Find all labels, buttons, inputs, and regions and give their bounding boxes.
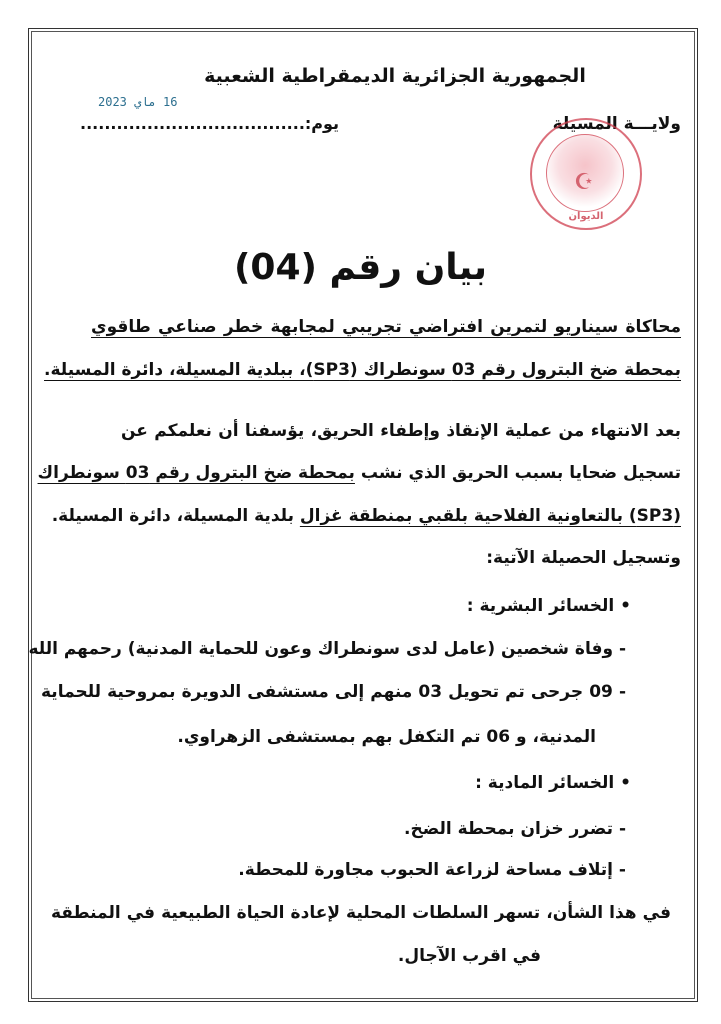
document-title: بيان رقم (04)	[233, 247, 488, 288]
date-stamp: 16 ماي 2023	[98, 95, 178, 109]
body-text-underlined: بمحطة ضخ البترول رقم 03 سونطراك	[37, 463, 355, 483]
human-losses-heading: • الخسائر البشرية :	[466, 596, 631, 616]
body-text-underlined: (SP3) بالتعاونية الفلاحية بلقبي بمنطقة غزال	[299, 506, 681, 526]
official-seal-stamp	[530, 118, 642, 230]
wilaya-label: ولايـــة المسيلة	[552, 114, 681, 134]
closing-line: في هذا الشأن، تسهر السلطات المحلية لإعادة الحياة الطبيعية في المنطقة	[51, 903, 671, 923]
list-item: - إتلاف مساحة لزراعة الحبوب مجاورة للمحطة.	[238, 860, 626, 880]
list-item: - وفاة شخصين (عامل لدى سونطراك وعون للحماية المدنية) رحمهم الله	[28, 639, 626, 659]
list-item: - تضرر خزان بمحطة الضخ.	[404, 819, 626, 839]
list-item-continuation: المدنية، و 06 تم التكفل بهم بمستشفى الزهراوي.	[177, 727, 596, 747]
closing-line: في اقرب الآجال.	[397, 946, 541, 966]
day-field: يوم:.....................................	[80, 114, 340, 133]
body-line: وتسجيل الحصيلة الآتية:	[486, 548, 681, 568]
body-text: بلدية المسيلة، دائرة المسيلة.	[51, 506, 300, 526]
republic-heading: الجمهورية الجزائرية الديمقراطية الشعبية	[204, 65, 586, 87]
subject-line-1: محاكاة سيناريو لتمرين افتراضي تجريبي لمجابهة خطر صناعي طاقوي	[91, 317, 681, 337]
subject-line-2: بمحطة ضخ البترول رقم 03 سونطراك (SP3)، ببلدية المسيلة، دائرة المسيلة.	[44, 360, 681, 380]
body-text: تسجيل ضحايا بسبب الحريق الذي نشب	[354, 463, 681, 483]
material-losses-heading: • الخسائر المادية :	[475, 773, 631, 793]
body-line	[51, 504, 681, 528]
body-line: بعد الانتهاء من عملية الإنقاذ وإطفاء الحريق، يؤسفنا أن نعلمكم عن	[121, 421, 681, 441]
body-line	[37, 461, 681, 485]
stamp-label: الديوان	[568, 211, 604, 222]
crescent-icon: ☪	[574, 170, 594, 195]
list-item: - 09 جرحى تم تحويل 03 منهم إلى مستشفى الدويرة بمروحية للحماية	[41, 682, 626, 702]
